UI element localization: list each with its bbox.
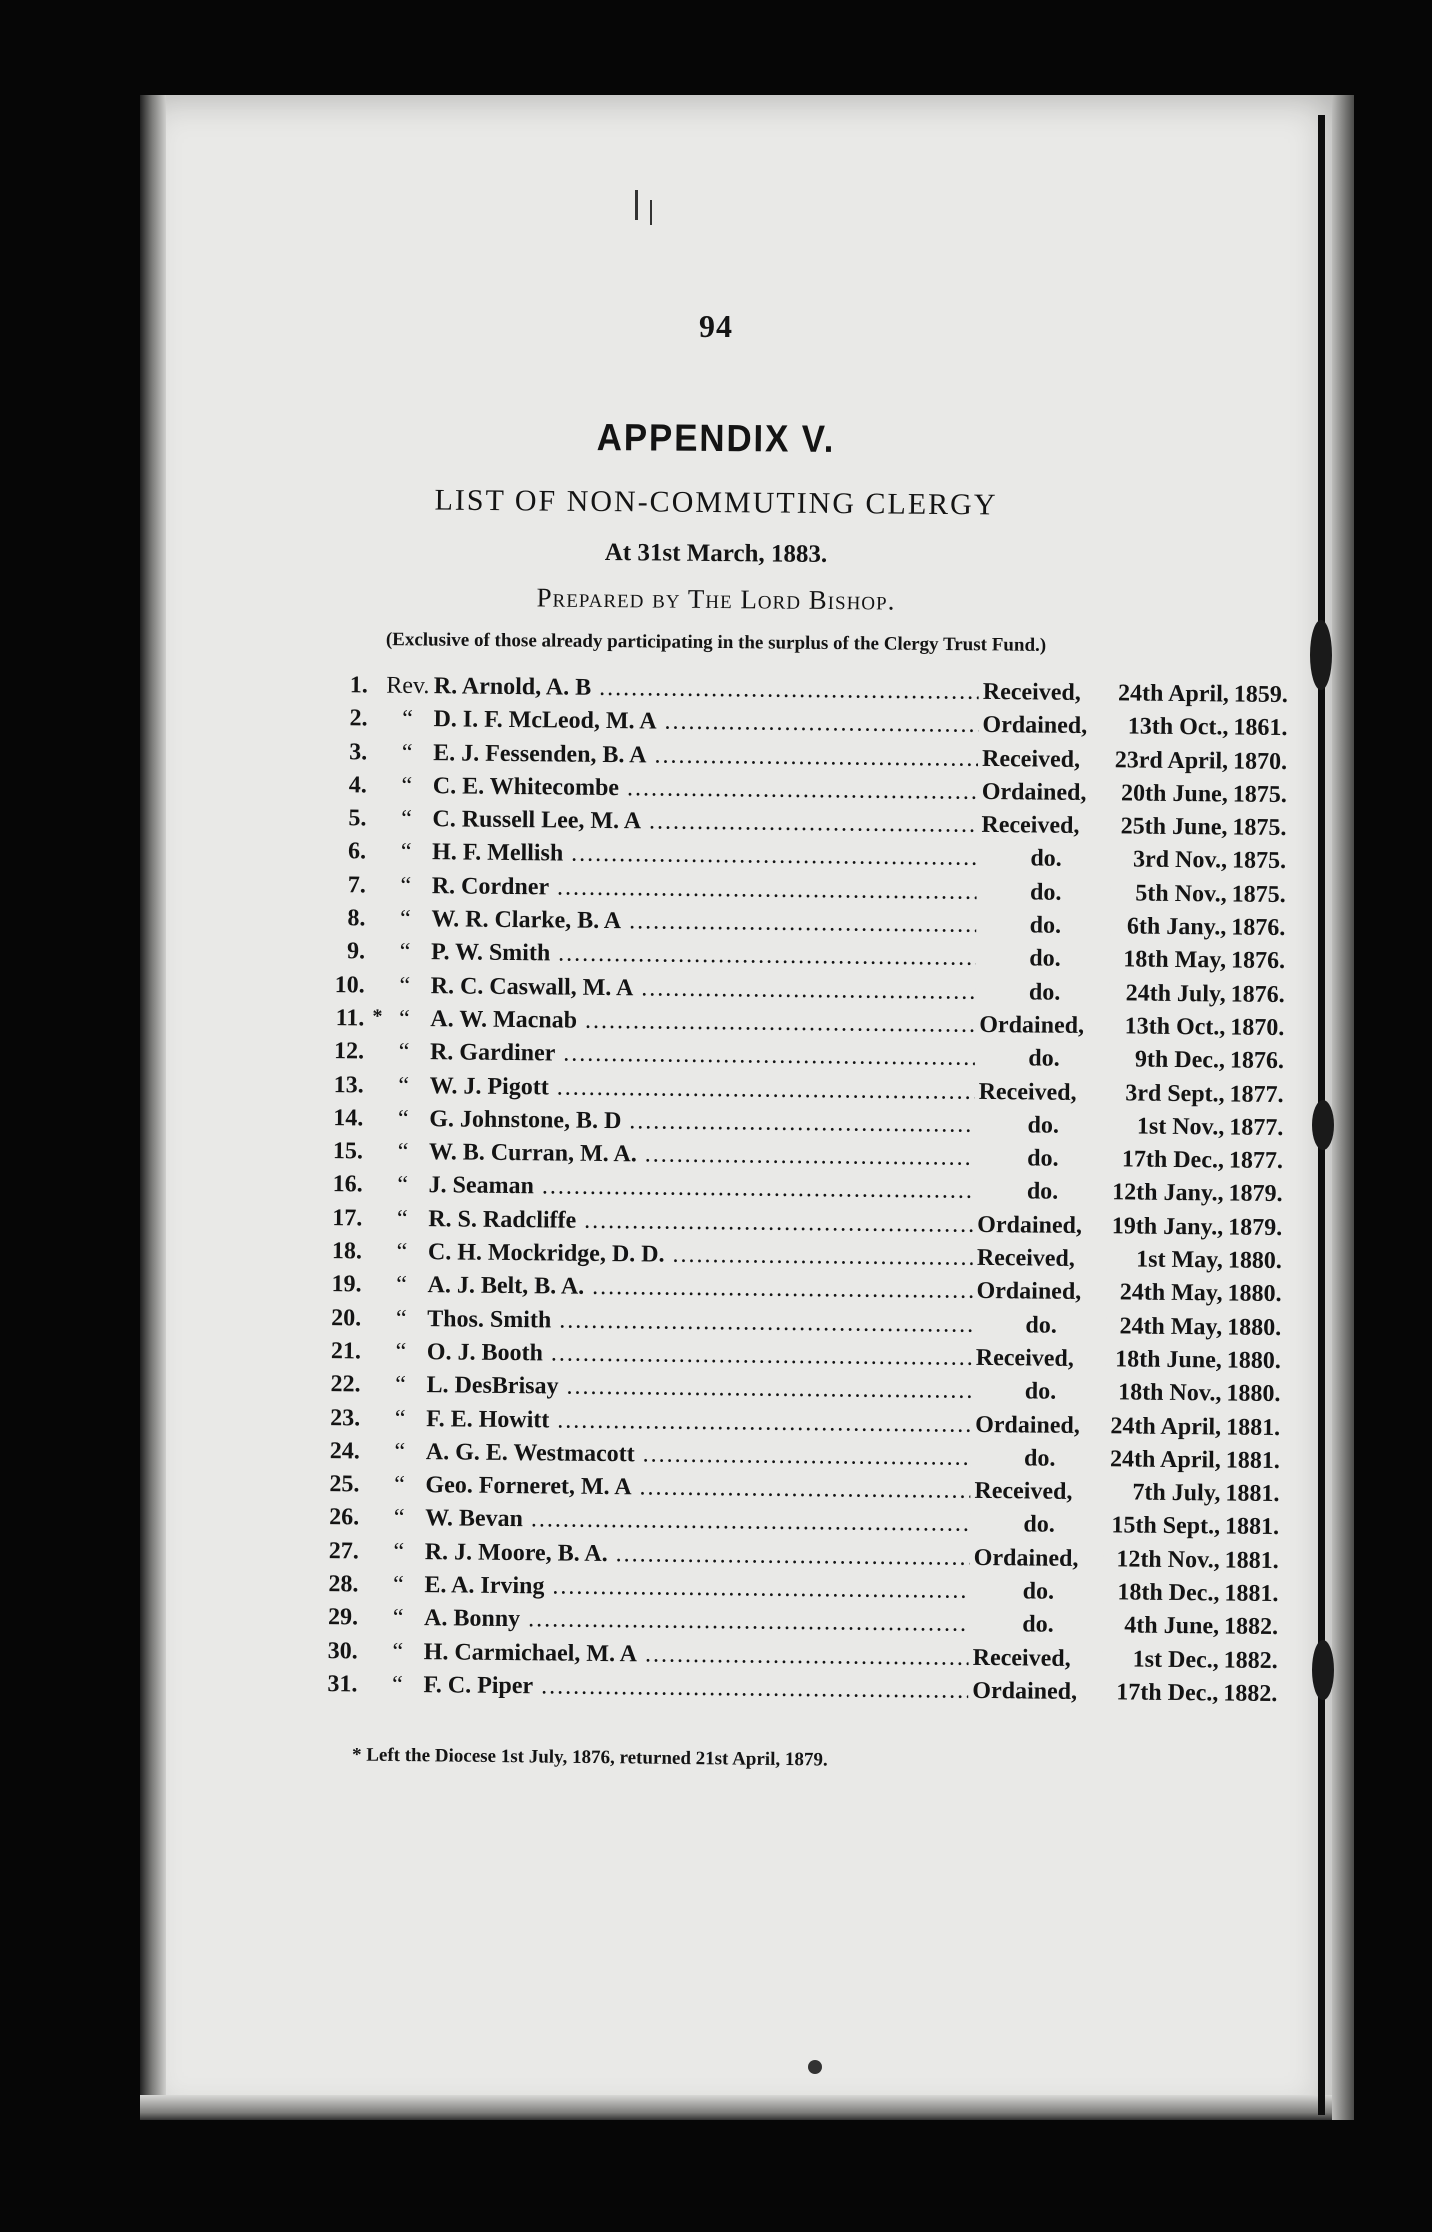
entry-number: 17. [332,1204,363,1232]
date: 18th Nov., [1118,1379,1222,1407]
status: Received, [969,1644,1103,1672]
title-prefix: “ [397,1172,409,1199]
year: 1881. [1224,1580,1279,1608]
date: 4th June, [1124,1612,1220,1640]
entry-number: 30. [327,1637,358,1665]
date: 18th June, [1115,1346,1222,1374]
title-prefix: “ [401,806,412,833]
year: 1880. [1227,1280,1282,1308]
facing-page-edge [1332,95,1354,2120]
year: 1881. [1224,1513,1280,1541]
status: Ordained, [975,1012,1109,1040]
year: 1880. [1227,1247,1283,1275]
year: 1877. [1228,1147,1284,1175]
title-prefix: “ [401,772,413,799]
page-left-edge [140,95,166,2120]
year: 1879. [1228,1214,1283,1241]
status: Ordained, [978,712,1112,740]
date: 23rd April, [1114,746,1229,775]
status: do. [971,1378,1105,1406]
entry-number: 7. [347,872,366,899]
status: do. [969,1578,1103,1606]
clergy-name: R. J. Moore, B. A. ..... [425,1539,970,1572]
date: 18th Dec., [1117,1579,1220,1607]
entry-number: 27. [328,1537,359,1565]
date: 24th July, [1125,980,1226,1008]
date: 5th Nov., [1135,880,1227,908]
status: do. [975,1045,1109,1073]
list-title: LIST OF NON-COMMUTING CLERGY [434,483,998,522]
entry-number: 12. [333,1038,365,1065]
date: 24th May, [1119,1313,1223,1341]
title-prefix: “ [402,706,413,733]
page-blemish [635,190,638,220]
clergy-name: R. Cordner ..... [432,873,977,906]
year: 1880. [1226,1347,1281,1375]
clergy-name: Thos. Smith ..... [427,1306,972,1339]
status: do. [972,1311,1106,1339]
entry-number: 23. [330,1404,361,1431]
clergy-name: A. J. Belt, B. A. ..... [427,1272,972,1305]
clergy-name: J. Seaman ..... [428,1173,973,1206]
date: 15th Sept., [1111,1512,1221,1540]
binding-knot [1312,1100,1334,1150]
status: do. [970,1511,1104,1539]
year: 1876. [1231,914,1286,942]
entry-number: 5. [348,805,367,832]
date: 17th Dec., [1121,1146,1225,1174]
clergy-name: R. Arnold, A. B ..... [434,673,979,706]
entry-number: 26. [329,1504,360,1531]
clergy-list [311,672,1288,1713]
page-bottom-edge [140,2095,1332,2120]
page-blemish [650,200,652,225]
status: Ordained, [971,1411,1105,1439]
date: 25th June, [1120,813,1228,841]
date: 18th May, [1123,946,1227,974]
clergy-name: W. R. Clarke, B. A ..... [431,906,976,939]
entry-number: 14. [333,1105,364,1132]
year: 1881. [1225,1447,1280,1474]
entry-number: 29. [327,1604,359,1631]
status: do. [974,1112,1108,1140]
date: 6th Jany., [1126,913,1227,941]
footnote-marker: * [372,1005,383,1028]
clergy-name: R. S. Radcliffe ..... [428,1206,973,1239]
clergy-name: G. Johnstone, B. D ..... [429,1106,974,1139]
year: 1881. [1225,1480,1280,1508]
status: Ordained, [970,1545,1104,1573]
year: 1870. [1230,1014,1285,1042]
status: do. [973,1178,1107,1206]
date: 13th Oct., [1127,713,1229,741]
status: Received, [977,812,1111,840]
entry-number: 31. [327,1671,358,1698]
title-prefix: “ [400,839,412,866]
entry-number: 8. [347,905,366,932]
title-prefix: “ [398,1039,410,1066]
title-prefix: “ [394,1405,406,1432]
clergy-name: D. I. F. McLeod, M. A ..... [433,706,978,739]
date: 24th April, [1117,680,1229,708]
title-prefix: “ [399,939,411,966]
year: 1877. [1229,1081,1284,1108]
year: 1876. [1230,947,1286,975]
title-prefix: “ [400,872,412,899]
entry-number: 3. [349,738,368,766]
year: 1882. [1223,1647,1278,1674]
title-prefix: “ [395,1305,407,1332]
year: 1876. [1229,1047,1285,1075]
title-prefix: “ [392,1605,404,1632]
date: 20th June, [1120,780,1228,808]
clergy-name: R. Gardiner ..... [430,1039,975,1072]
year: 1875. [1232,781,1287,808]
entry-number: 16. [332,1171,363,1198]
entry-number: 20. [331,1304,362,1332]
entry-number: 22. [330,1371,361,1398]
clergy-name: C. E. Whitecombe ..... [433,773,978,806]
prepared-by: Prepared by The Lord Bishop. [536,582,896,616]
date: 9th Dec., [1134,1046,1226,1074]
binding-knot [1312,1640,1334,1700]
year: 1881. [1226,1414,1281,1441]
title-prefix: “ [394,1438,406,1465]
date: 7th July, [1132,1479,1221,1507]
title-prefix: Rev. [386,672,430,700]
appendix-heading: APPENDIX V. [596,417,836,461]
clergy-name: C. Russell Lee, M. A ..... [432,806,977,839]
year: 1875. [1232,814,1287,842]
entry-number: 13. [333,1071,364,1099]
year: 1882. [1223,1680,1278,1707]
status: Received, [970,1478,1104,1506]
entry-number: 18. [331,1238,363,1265]
date: 17th Dec., [1116,1679,1219,1707]
entry-number: 21. [330,1338,362,1365]
clergy-name: W. B. Curran, M. A. ..... [429,1139,974,1172]
year: 1861. [1233,714,1288,742]
date: 12th Jany., [1112,1179,1224,1207]
status: do. [969,1611,1103,1639]
status: do. [976,912,1110,940]
clergy-name: W. Bevan ..... [425,1506,970,1539]
year: 1881. [1224,1547,1279,1574]
title-prefix: “ [396,1205,408,1232]
year: 1870. [1232,748,1288,775]
status: Received, [972,1345,1106,1373]
clergy-name: A. W. Macnab ..... [430,1006,975,1039]
status: Ordained, [973,1212,1107,1240]
title-prefix: “ [396,1272,408,1299]
status: Ordained, [972,1278,1106,1306]
entry-number: 10. [334,971,365,999]
clergy-name: E. J. Fessenden, B. A ..... [433,740,978,773]
title-prefix: “ [393,1505,405,1532]
date: 3rd Nov., [1132,846,1228,874]
status: Received, [974,1078,1108,1106]
year: 1880. [1227,1314,1282,1341]
entry-number: 1. [349,672,368,699]
title-prefix: “ [399,972,411,999]
entry-number: 25. [329,1471,360,1498]
date: 3rd Sept., [1125,1079,1225,1108]
status: do. [971,1445,1105,1473]
date: 24th April, [1109,1446,1221,1474]
status: Received, [979,679,1113,707]
clergy-name: H. F. Mellish ..... [432,840,977,873]
title-prefix: “ [394,1471,405,1499]
year: 1876. [1230,981,1285,1008]
title-prefix: “ [399,905,411,933]
page-blemish [808,2060,822,2074]
date: 24th April, [1110,1412,1222,1440]
status: Received, [978,745,1112,773]
title-prefix: “ [392,1638,404,1665]
clergy-name: P. W. Smith ..... [431,940,976,973]
date: 1st Nov., [1136,1113,1225,1141]
entry-number: 11. [335,1005,365,1032]
clergy-name: C. H. Mockridge, D. D. ..... [428,1239,973,1272]
entry-number: 28. [328,1571,359,1598]
title-prefix: “ [395,1372,407,1399]
title-prefix: “ [395,1338,407,1365]
year: 1875. [1231,848,1287,875]
clergy-name: A. Bonny ..... [424,1605,969,1638]
title-prefix: “ [391,1671,403,1698]
year: 1882. [1223,1613,1279,1641]
clergy-name: L. DesBrisay ..... [426,1372,971,1405]
clergy-name: W. J. Pigott ..... [430,1073,975,1106]
page-number: 94 [699,308,733,344]
entry-number: 2. [349,705,368,732]
clergy-name: O. J. Booth ..... [427,1339,972,1372]
year: 1877. [1229,1114,1284,1141]
year: 1859. [1233,681,1288,709]
title-prefix: “ [393,1538,405,1565]
status: Received, [973,1245,1107,1273]
clergy-name: Geo. Forneret, M. A ..... [425,1472,970,1505]
date: 12th Nov., [1116,1546,1220,1574]
clergy-name: A. G. E. Westmacott ..... [426,1439,971,1472]
clergy-name: R. C. Caswall, M. A ..... [431,973,976,1006]
clergy-name: F. C. Piper ..... [423,1672,968,1705]
status: do. [974,1145,1108,1173]
entry-number: 4. [348,772,367,799]
date: 1st May, [1136,1246,1224,1274]
title-prefix: “ [398,1072,410,1099]
title-prefix: “ [397,1105,409,1132]
title-prefix: “ [396,1238,408,1265]
title-prefix: “ [401,739,413,766]
status: Ordained, [978,779,1112,807]
date: 13th Oct., [1124,1013,1226,1041]
as-at-date: At 31st March, 1883. [604,539,828,568]
clergy-name: F. E. Howitt ..... [426,1406,971,1439]
clergy-name: E. A. Irving ..... [424,1572,969,1605]
entry-number: 9. [346,938,366,965]
title-prefix: “ [392,1571,404,1598]
status: do. [977,879,1111,907]
entry-number: 6. [347,838,367,865]
date: 1st Dec., [1132,1646,1219,1674]
entry-number: 19. [331,1271,362,1298]
title-prefix: “ [397,1138,409,1166]
date: 24th May, [1119,1279,1223,1307]
entry-number: 24. [329,1437,360,1465]
year: 1875. [1231,881,1286,908]
year: 1879. [1228,1180,1283,1208]
status: do. [976,945,1110,973]
status: do. [977,845,1111,873]
entry-number: 15. [332,1138,364,1165]
status: Ordained, [968,1678,1102,1706]
clergy-name: H. Carmichael, M. A ..... [424,1639,969,1672]
status: do. [976,979,1110,1007]
footnote: * Left the Diocese 1st July, 1876, returned 21st April, 1879. [351,1744,828,1771]
year: 1880. [1226,1380,1281,1408]
exclusion-note: (Exclusive of those already participating in the surplus of the Clergy Trust Fund.) [385,629,1047,656]
date: 19th Jany., [1111,1213,1224,1241]
title-prefix: “ [398,1005,410,1032]
